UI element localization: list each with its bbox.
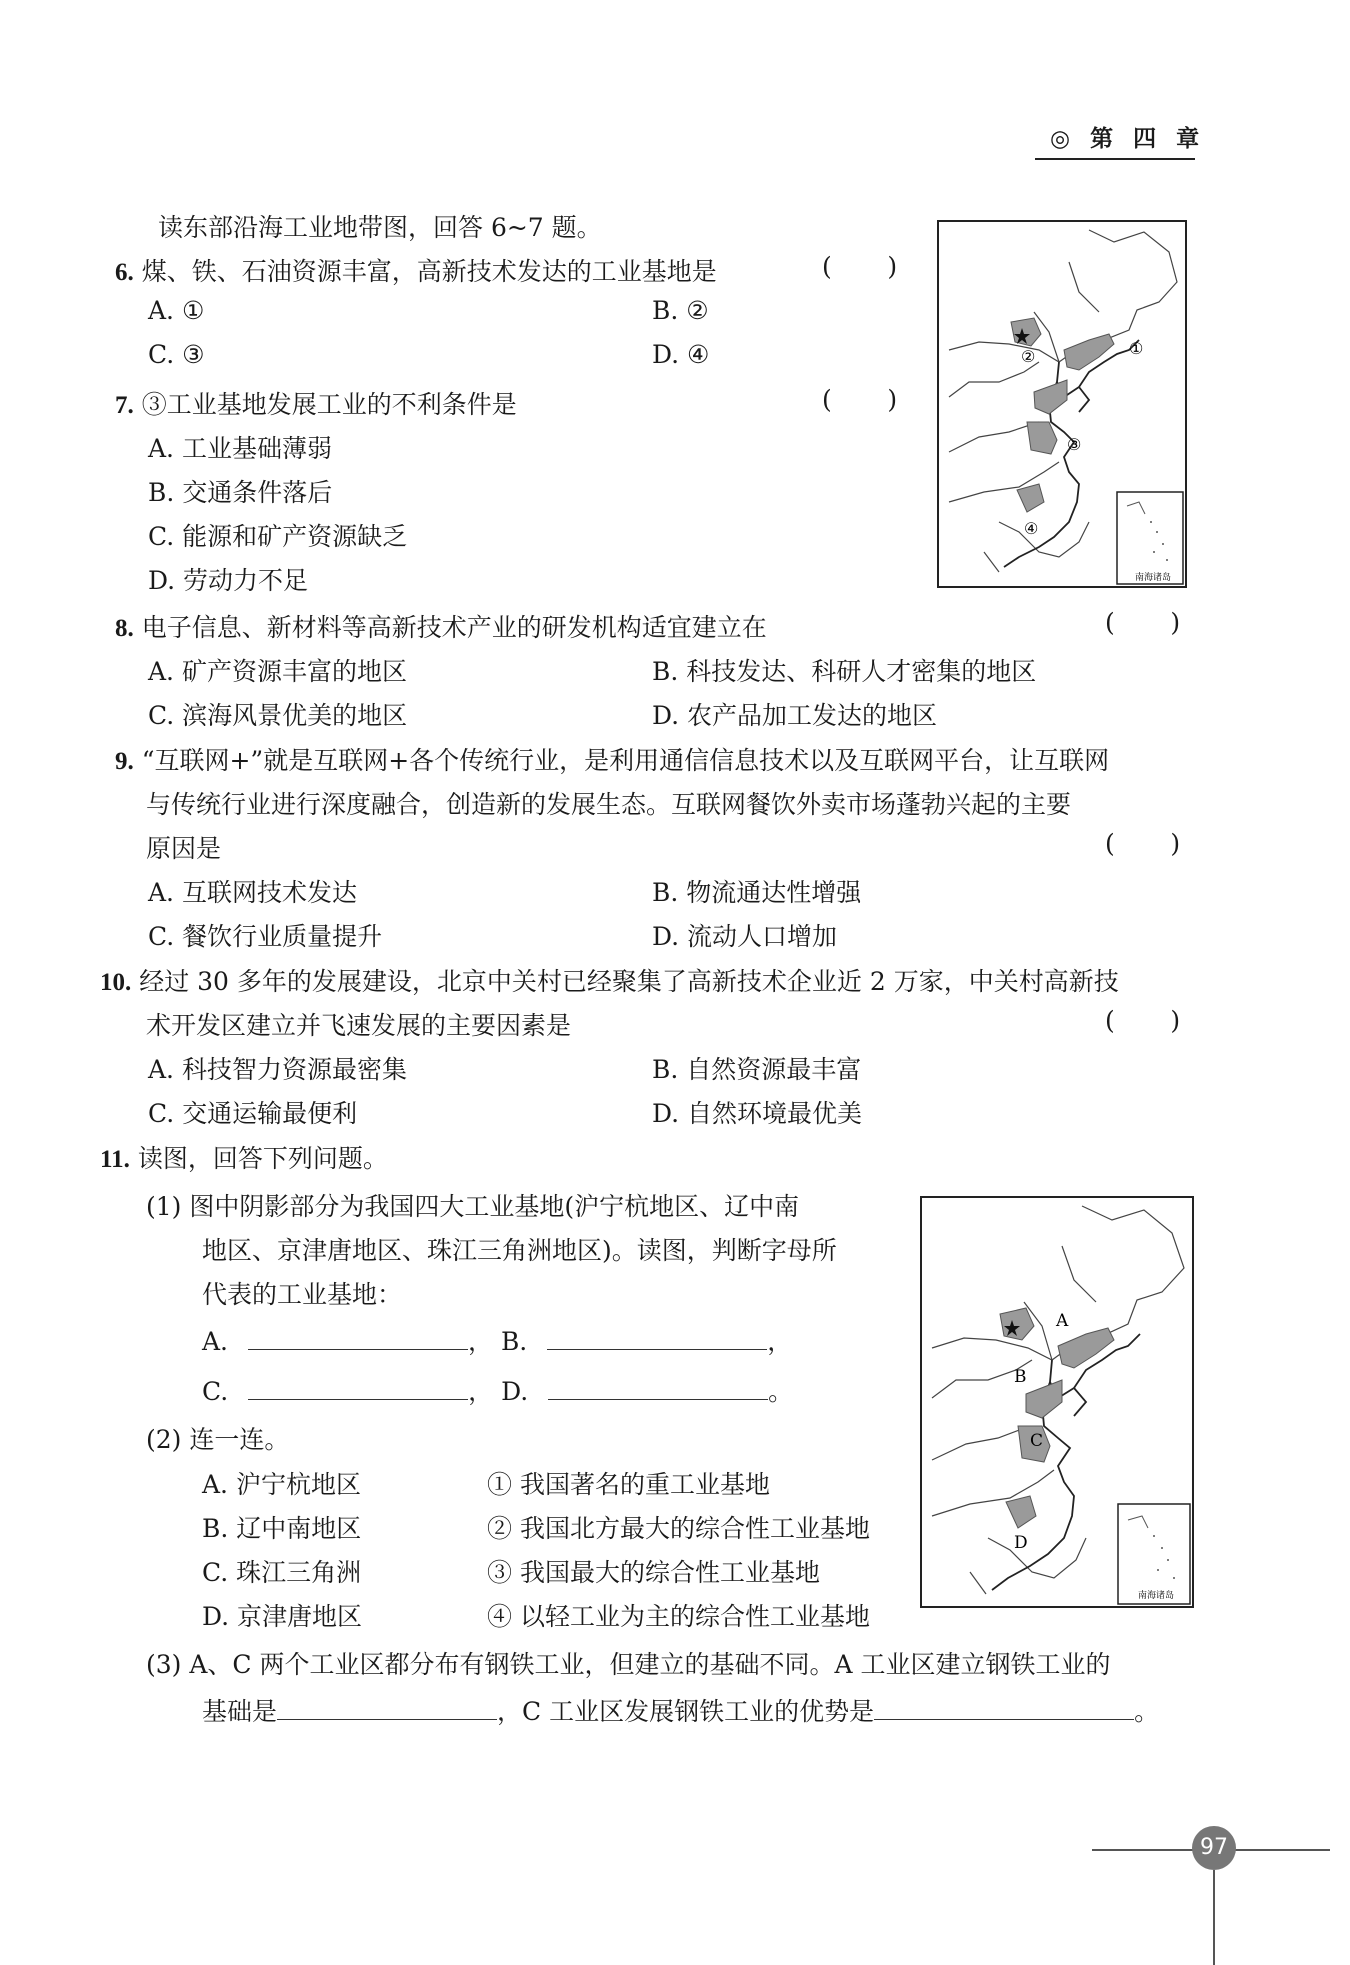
map1-label-4: ④ [1024, 519, 1039, 538]
q11-fill-d-blank[interactable] [548, 1375, 768, 1400]
map1-label-3: ③ [1067, 435, 1082, 454]
q11-part3-number: (3) [146, 1650, 182, 1679]
intro-text: 读东部沿海工业地带图，回答 6~7 题。 [158, 213, 602, 242]
q11-fill-a-label: A. [202, 1327, 229, 1356]
q11-fill-d-label: D. [501, 1377, 529, 1406]
q8-number: 8. [115, 615, 134, 642]
match-left-d[interactable]: D. 京津唐地区 [202, 1602, 363, 1631]
chapter-title: ◎ 第 四 章 [1050, 126, 1206, 152]
q11-fill-comma-1: ， [467, 1327, 493, 1356]
q11-part3-line1 [146, 1645, 1111, 1681]
q6-option-d[interactable]: D. ④ [652, 340, 710, 369]
q11-part2-text: 连一连。 [189, 1425, 290, 1454]
q11-fill-a-blank[interactable] [248, 1325, 468, 1350]
q7-answer-paren[interactable]: ( ) [822, 385, 898, 414]
q10-number: 10. [100, 969, 132, 996]
q11-number: 11. [100, 1146, 130, 1173]
page-number: 97 [1200, 1835, 1228, 1860]
q11-fill-row1 [202, 1322, 792, 1358]
q7-option-b[interactable]: B. 交通条件落后 [148, 478, 333, 507]
page-number-badge [1192, 1826, 1236, 1870]
q6-stem [115, 252, 717, 288]
q8-option-c[interactable]: C. 滨海风景优美的地区 [148, 701, 408, 730]
map2-label-d: D [1014, 1533, 1028, 1553]
q7-option-c[interactable]: C. 能源和矿产资源缺乏 [148, 522, 408, 551]
match-right-3[interactable]: ③ 我国最大的综合性工业基地 [487, 1558, 820, 1587]
q11-part2-number: (2) [146, 1425, 182, 1454]
industrial-bases-map [920, 1196, 1194, 1608]
q6-option-b[interactable]: B. ② [652, 296, 709, 325]
q11-fill-c-blank[interactable] [248, 1375, 468, 1400]
q9-option-d[interactable]: D. 流动人口增加 [652, 922, 838, 951]
q11-part3-pre: 基础是 [202, 1697, 278, 1726]
q6-number: 6. [115, 259, 134, 286]
q9-option-c[interactable]: C. 餐饮行业质量提升 [148, 922, 383, 951]
q11-part3-line2 [202, 1692, 1159, 1728]
q7-number: 7. [115, 392, 134, 419]
q9-stem-line1 [115, 741, 1109, 777]
q11-part1-number: (1) [146, 1192, 182, 1221]
q11-stem [100, 1139, 388, 1175]
q11-part3-blank-1[interactable] [277, 1695, 497, 1720]
q11-fill-row2 [202, 1372, 793, 1408]
q9-option-a[interactable]: A. 互联网技术发达 [148, 878, 357, 907]
q9-stem-line2: 与传统行业进行深度融合，创造新的发展生态。互联网餐饮外卖市场蓬勃兴起的主要 [146, 790, 1072, 819]
q11-part1-line2: 地区、京津唐地区、珠江三角洲地区)。读图，判断字母所 [202, 1236, 837, 1265]
q8-answer-paren[interactable]: ( ) [1105, 608, 1181, 637]
q6-option-a[interactable]: A. ① [148, 296, 205, 325]
map2-inset-label: 南海诸岛 [1138, 1591, 1175, 1601]
map1-label-1: ① [1129, 339, 1144, 358]
q8-option-d[interactable]: D. 农产品加工发达的地区 [652, 701, 938, 730]
q11-part1-text-1: 图中阴影部分为我国四大工业基地(沪宁杭地区、辽中南 [189, 1192, 800, 1221]
q10-stem-line2: 术开发区建立并飞速发展的主要因素是 [146, 1011, 572, 1040]
q8-option-a[interactable]: A. 矿产资源丰富的地区 [148, 657, 407, 686]
q11-fill-period: 。 [768, 1377, 794, 1406]
q9-option-b[interactable]: B. 物流通达性增强 [652, 878, 862, 907]
q11-fill-comma-2: ， [767, 1327, 793, 1356]
q10-text-1: 经过 30 多年的发展建设，北京中关村已经聚集了高新技术企业近 2 万家，中关村高新技 [139, 967, 1119, 996]
map2-label-a: A [1056, 1311, 1069, 1331]
q10-stem-line1 [100, 962, 1119, 998]
q9-number: 9. [115, 748, 134, 775]
map2-svg [922, 1198, 1192, 1606]
map2-label-c: C [1030, 1431, 1044, 1451]
match-left-b[interactable]: B. 辽中南地区 [202, 1514, 362, 1543]
q9-text-1: “互联网+”就是互联网+各个传统行业，是利用通信信息技术以及互联网平台，让互联网 [141, 746, 1110, 775]
header-rule [1035, 158, 1195, 160]
q7-option-a[interactable]: A. 工业基础薄弱 [148, 434, 332, 463]
match-right-1[interactable]: ① 我国著名的重工业基地 [487, 1470, 770, 1499]
map1-inset-box [1117, 492, 1183, 584]
q8-stem [115, 608, 767, 644]
q11-fill-c-label: C. [202, 1377, 229, 1406]
q8-text: 电子信息、新材料等高新技术产业的研发机构适宜建立在 [141, 613, 767, 642]
q11-part3-blank-2[interactable] [874, 1695, 1134, 1720]
q9-stem-line3: 原因是 [146, 834, 222, 863]
q10-option-c[interactable]: C. 交通运输最便利 [148, 1099, 358, 1128]
q11-fill-b-blank[interactable] [547, 1325, 767, 1350]
q11-part1-line1 [146, 1187, 799, 1223]
q11-text: 读图，回答下列问题。 [137, 1144, 388, 1173]
q7-stem [115, 385, 517, 421]
match-right-4[interactable]: ④ 以轻工业为主的综合性工业基地 [487, 1602, 870, 1631]
q11-part3-text-1: A、C 两个工业区都分布有钢铁工业，但建立的基础不同。A 工业区建立钢铁工业的 [189, 1650, 1111, 1679]
q10-answer-paren[interactable]: ( ) [1105, 1006, 1181, 1035]
q10-option-d[interactable]: D. 自然环境最优美 [652, 1099, 863, 1128]
q11-part1-line3: 代表的工业基地： [202, 1280, 403, 1309]
map1-label-2: ② [1021, 347, 1036, 366]
q6-text: 煤、铁、石油资源丰富，高新技术发达的工业基地是 [141, 257, 717, 286]
q6-answer-paren[interactable]: ( ) [822, 252, 898, 281]
match-left-c[interactable]: C. 珠江三角洲 [202, 1558, 362, 1587]
east-coast-industrial-map [937, 220, 1187, 588]
q7-option-d[interactable]: D. 劳动力不足 [148, 566, 309, 595]
map1-svg [939, 222, 1185, 586]
map2-label-b: B [1014, 1367, 1027, 1387]
q10-option-b[interactable]: B. 自然资源最丰富 [652, 1055, 862, 1084]
q11-fill-comma-3: ， [468, 1377, 494, 1406]
q7-text: ③工业基地发展工业的不利条件是 [141, 390, 517, 419]
map2-inset-box [1118, 1504, 1190, 1604]
match-left-a[interactable]: A. 沪宁杭地区 [202, 1470, 361, 1499]
map1-inset-label: 南海诸岛 [1135, 573, 1172, 583]
q9-answer-paren[interactable]: ( ) [1105, 829, 1181, 858]
footer-vertical-rule [1213, 1870, 1215, 1965]
q6-option-c[interactable]: C. ③ [148, 340, 205, 369]
q11-part2-line [146, 1420, 289, 1456]
q11-fill-b-label: B. [500, 1327, 528, 1356]
match-right-2[interactable]: ② 我国北方最大的综合性工业基地 [487, 1514, 870, 1543]
q11-part3-mid: ，C 工业区发展钢铁工业的优势是 [497, 1697, 875, 1726]
q10-option-a[interactable]: A. 科技智力资源最密集 [148, 1055, 407, 1084]
q11-part3-end: 。 [1134, 1697, 1160, 1726]
q8-option-b[interactable]: B. 科技发达、科研人才密集的地区 [652, 657, 1037, 686]
